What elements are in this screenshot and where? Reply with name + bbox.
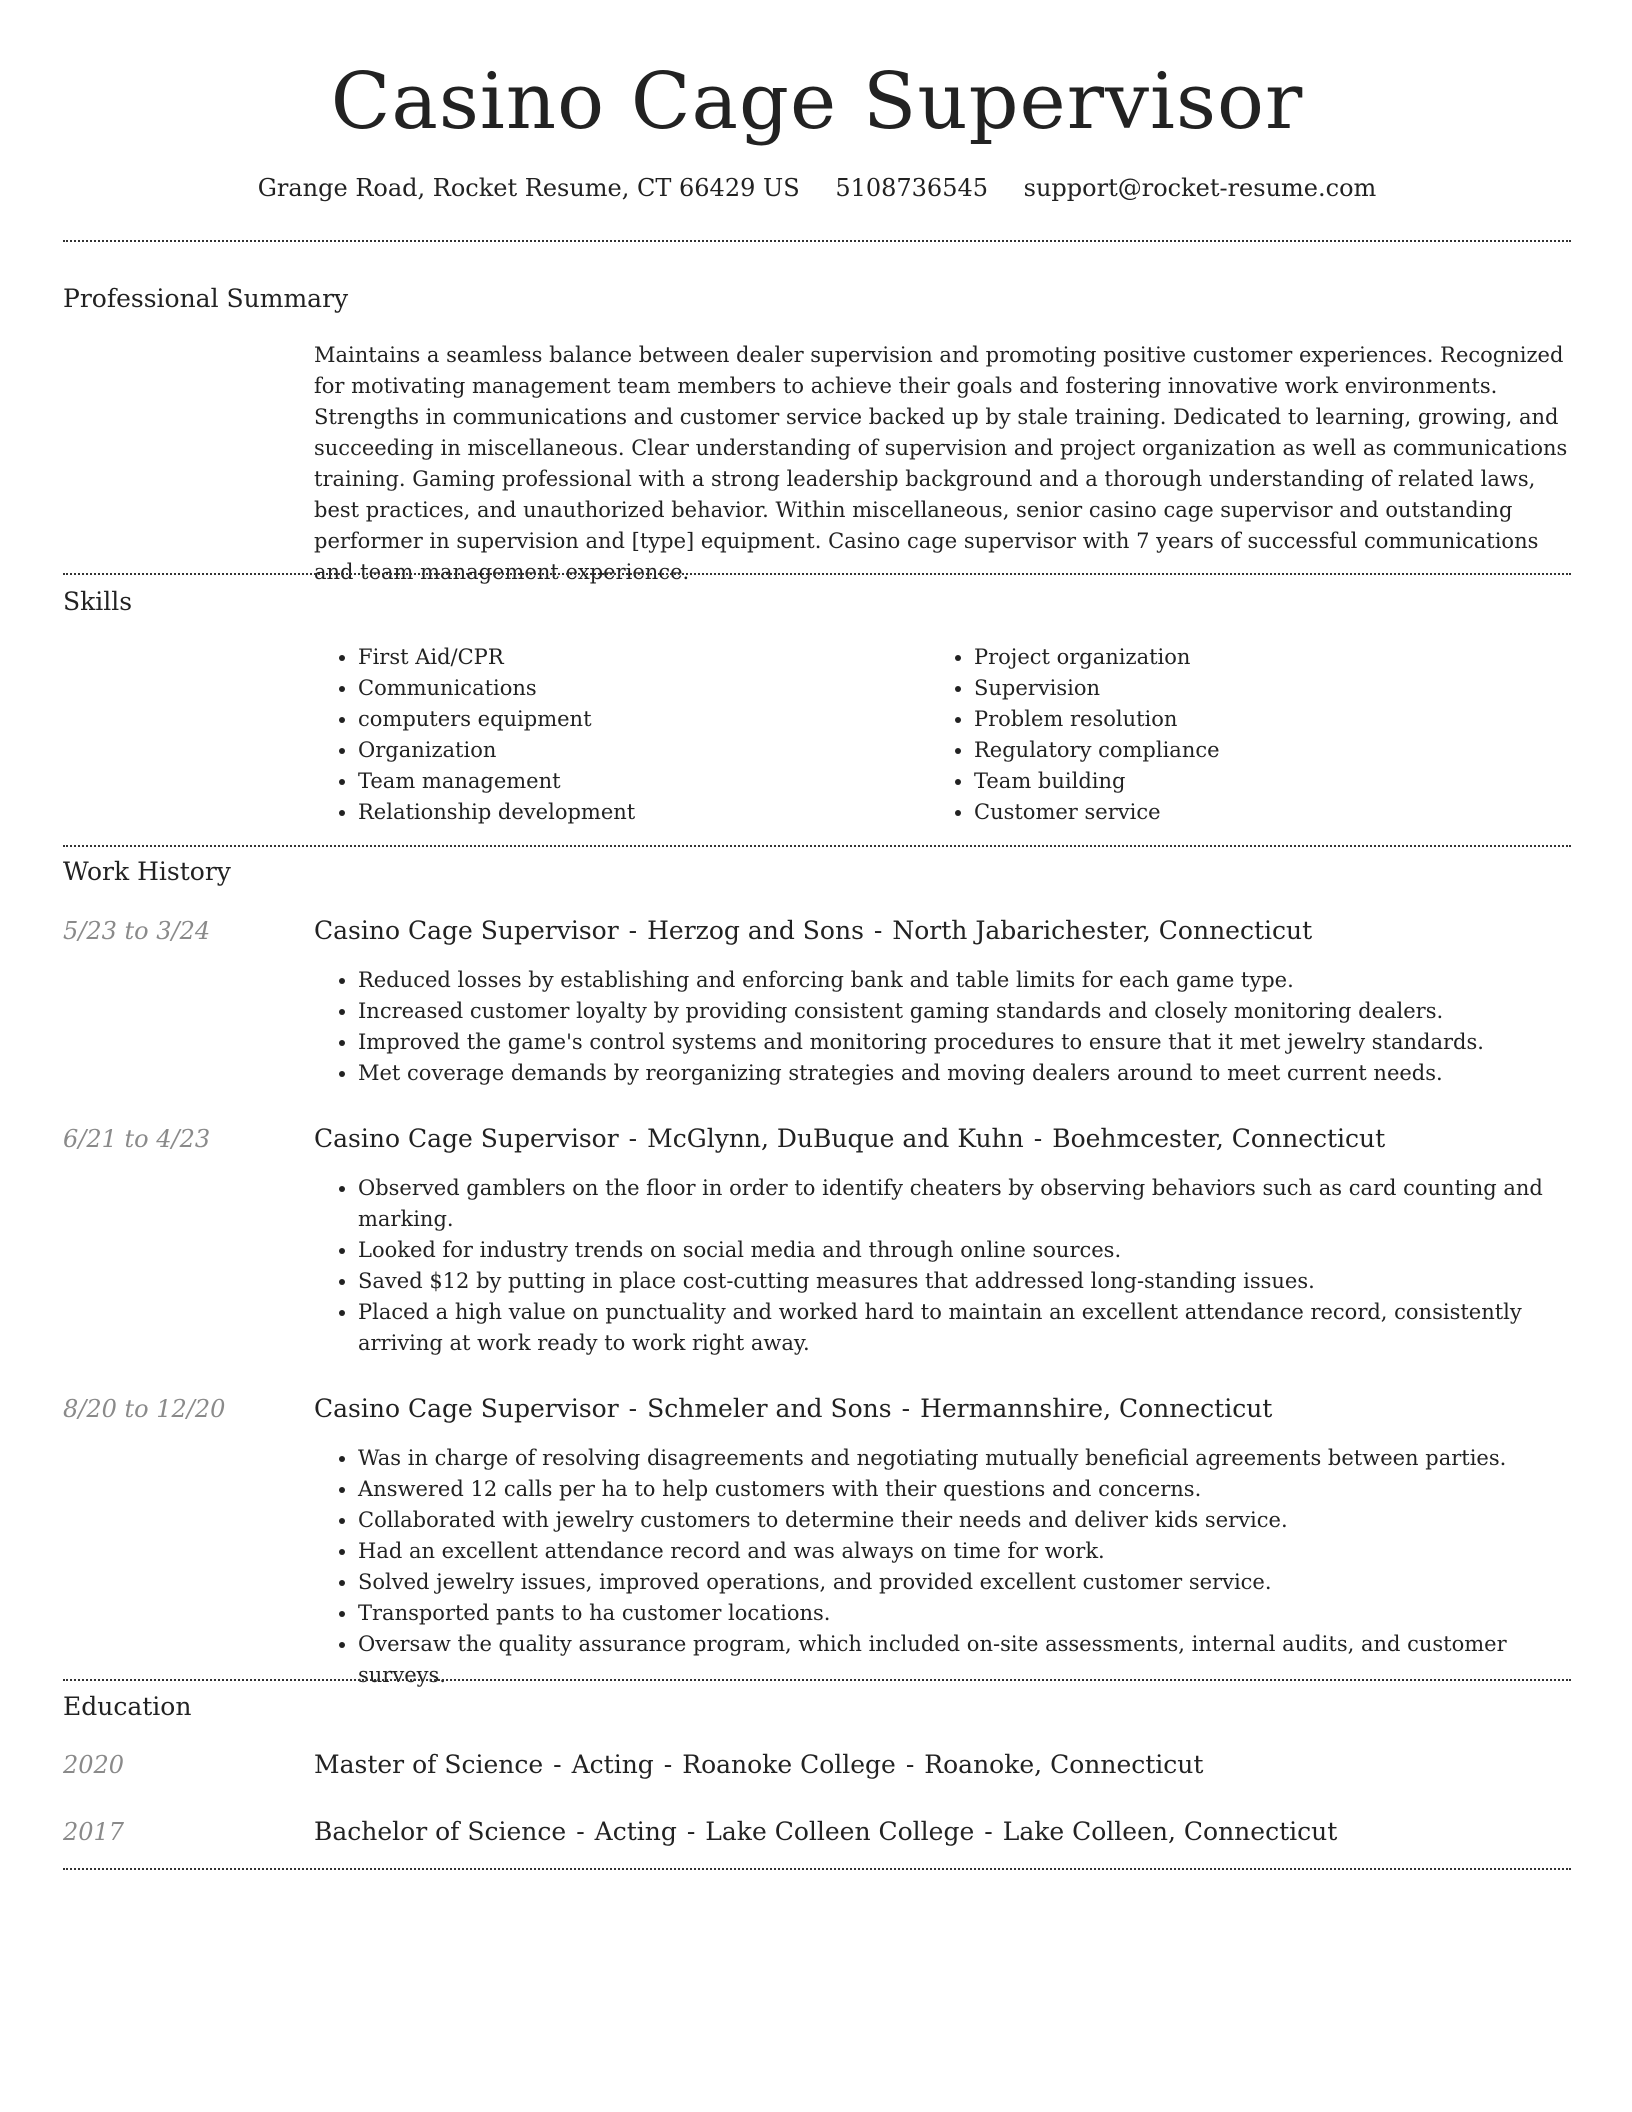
skill-item: • Organization [358,735,918,766]
job-bullet: • Placed a high value on punctuality and worked hard to maintain an excellent attendance record, consistently arriving at work ready to work right away. [358,1297,1574,1359]
job-bullet: • Solved jewelry issues, improved operations, and provided excellent customer service. [358,1567,1574,1598]
section-title-skills: Skills [63,587,133,616]
job-location: North Jabarichester, Connecticut [892,916,1313,945]
job-company: Schmeler and Sons [647,1394,892,1423]
job-dates: 8/20 to 12/20 [63,1395,226,1423]
skill-item: • Communications [358,673,918,704]
job-dates: 6/21 to 4/23 [63,1125,211,1153]
job-bullet: • Reduced losses by establishing and enforcing bank and table limits for each game type. [358,965,1574,996]
separator: - [984,1817,993,1846]
contact-address: Grange Road, Rocket Resume, CT 66429 US [257,174,800,202]
job-location: Hermannshire, Connecticut [920,1394,1273,1423]
separator: - [901,1394,911,1423]
separator: - [873,916,883,945]
job-bullet: • Answered 12 calls per ha to help customers with their questions and concerns. [358,1474,1574,1505]
job-role: Casino Cage Supervisor [314,916,619,945]
section-title-education: Education [63,1692,192,1721]
job-company: McGlynn, DuBuque and Kuhn [647,1124,1024,1153]
skill-item: • Team management [358,766,918,797]
separator: - [576,1817,585,1846]
education-heading [314,1815,1574,1849]
separator: - [686,1817,696,1846]
contact-email: support@rocket-resume.com [1023,174,1377,202]
skill-item: • Supervision [974,673,1574,704]
job-bullet: • Looked for industry trends on social media and through online sources. [358,1235,1574,1266]
summary-text: Maintains a seamless balance between dealer supervision and promoting positive customer experiences. Recognized for motivating management team members to achieve their goals and fostering innovative work environments. Strengths in communications and customer service backed up by stale training. Dedicated to learning, growing, and succeeding in miscellaneous. Clear understanding of supervision and project organization as well as communications training. Gaming professional with a strong leadership background and a thorough understanding of related laws, best practices, and unauthorized behavior. Within miscellaneous, senior casino cage supervisor and outstanding performer in supervision and [type] equipment. Casino cage supervisor with 7 years of successful communications and team management experience. [314,343,1568,584]
job-bullet: • Had an excellent attendance record and was always on time for work. [358,1536,1574,1567]
job-company: Herzog and Sons [647,916,864,945]
job-dates: 5/23 to 3/24 [63,917,211,945]
education-location: Lake Colleen, Connecticut [1002,1817,1338,1846]
job-bullets [314,965,1574,1089]
skill-item: • Team building [974,766,1574,797]
separator: - [905,1750,915,1779]
candidate-name: Casino Cage Supervisor [330,57,1304,147]
job-bullet: • Increased customer loyalty by providing consistent gaming standards and closely monitoring dealers. [358,996,1574,1027]
job-bullet: • Saved $12 by putting in place cost-cutting measures that addressed long-standing issues. [358,1266,1574,1297]
education-heading [314,1748,1574,1782]
education-location: Roanoke, Connecticut [924,1750,1204,1779]
divider [63,573,1571,575]
separator: - [663,1750,673,1779]
job-heading [314,914,1574,948]
divider [63,1868,1571,1870]
skill-item: • First Aid/CPR [358,642,918,673]
skill-item: • computers equipment [358,704,918,735]
skill-item: • Customer service [974,797,1574,828]
skills-list-left [314,642,918,828]
job-bullet: • Improved the game's control systems and monitoring procedures to ensure that it met jewelry standards. [358,1027,1574,1058]
job-bullet: • Was in charge of resolving disagreements and negotiating mutually beneficial agreements between parties. [358,1443,1574,1474]
job-bullets [314,1173,1574,1359]
contact-line [63,170,1571,206]
separator: - [553,1750,562,1779]
skills-list-right [930,642,1574,828]
skill-item: • Problem resolution [974,704,1574,735]
separator: - [1033,1124,1043,1153]
divider [63,240,1571,242]
education-field: Acting [594,1817,677,1846]
education-school: Lake Colleen College [705,1817,975,1846]
job-bullet: • Oversaw the quality assurance program, which included on-site assessments, internal audits, and customer surveys. [358,1629,1574,1691]
education-year: 2020 [63,1751,125,1779]
skill-item: • Relationship development [358,797,918,828]
divider [63,1679,1571,1681]
job-role: Casino Cage Supervisor [314,1124,619,1153]
separator: - [628,1394,638,1423]
education-degree: Bachelor of Science [314,1817,567,1846]
job-location: Boehmcester, Connecticut [1052,1124,1386,1153]
job-bullet: • Observed gamblers on the floor in order to identify cheaters by observing behaviors such as card counting and marking. [358,1173,1574,1235]
section-title-work-history: Work History [63,857,231,886]
education-field: Acting [571,1750,654,1779]
job-heading [314,1392,1574,1426]
contact-phone: 5108736545 [835,174,989,202]
job-bullet: • Met coverage demands by reorganizing strategies and moving dealers around to meet current needs. [358,1058,1574,1089]
job-heading [314,1122,1574,1156]
skill-item: • Regulatory compliance [974,735,1574,766]
job-bullet: • Collaborated with jewelry customers to determine their needs and deliver kids service. [358,1505,1574,1536]
job-bullet: • Transported pants to ha customer locations. [358,1598,1574,1629]
job-bullets [314,1443,1574,1691]
education-degree: Master of Science [314,1750,544,1779]
education-year: 2017 [63,1818,125,1846]
job-role: Casino Cage Supervisor [314,1394,619,1423]
skill-item: • Project organization [974,642,1574,673]
education-school: Roanoke College [682,1750,896,1779]
section-title-summary: Professional Summary [63,284,349,313]
separator: - [628,1124,638,1153]
divider [63,845,1571,847]
separator: - [628,916,638,945]
